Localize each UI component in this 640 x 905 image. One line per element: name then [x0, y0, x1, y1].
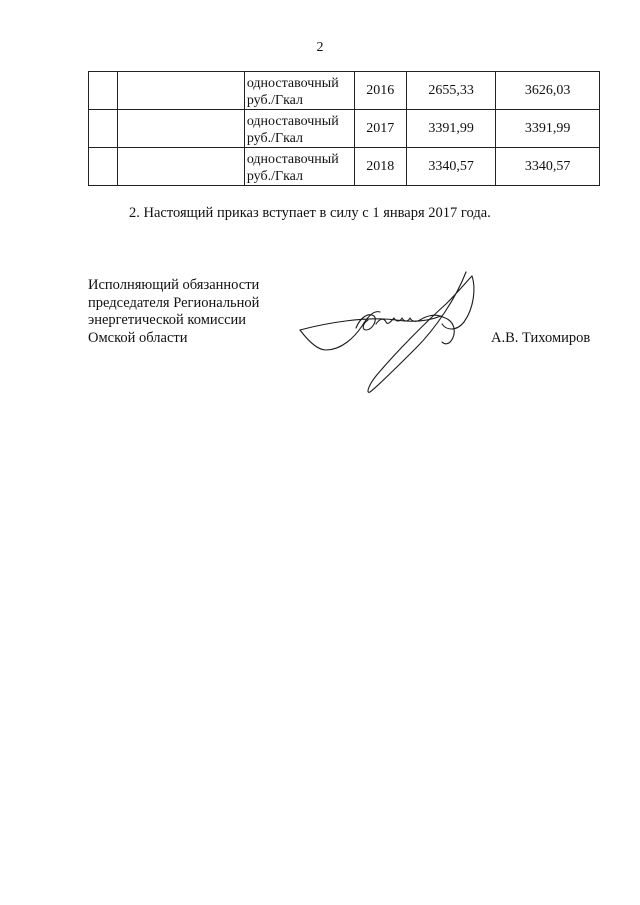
tariff-unit-label: руб./Гкал [246, 92, 303, 108]
signatory-name: А.В. Тихомиров [491, 330, 591, 346]
table-cell-blank [118, 148, 244, 186]
tariff-type-cell [244, 148, 354, 186]
value-cell-1: 2655,33 [407, 72, 496, 110]
position-line: энергетической комиссии [88, 312, 247, 328]
tariff-unit-label: руб./Гкал [246, 168, 303, 184]
year-cell: 2016 [354, 72, 407, 110]
position-line: Омской области [88, 329, 188, 346]
table-cell-blank [89, 72, 118, 110]
table-cell-blank [89, 110, 118, 148]
position-line: председателя Региональной [88, 294, 260, 311]
tariff-table [88, 71, 600, 186]
year-cell: 2018 [354, 148, 407, 186]
year-cell: 2017 [354, 110, 407, 148]
tariff-type-cell [244, 110, 354, 148]
tariff-type-label: одноставочный [246, 75, 339, 91]
tariff-unit-label: руб./Гкал [246, 130, 303, 146]
tariff-type-label: одноставочный [246, 151, 339, 167]
table-row [89, 110, 600, 148]
clause-2-text: 2. Настоящий приказ вступает в силу с 1 января 2017 года. [129, 205, 491, 221]
tariff-type-cell [244, 72, 354, 110]
table-cell-blank [118, 72, 244, 110]
signatory-position [88, 277, 259, 347]
table-cell-blank [118, 110, 244, 148]
tariff-type-label: одноставочный [246, 113, 339, 129]
value-cell-2: 3340,57 [496, 148, 600, 186]
value-cell-2: 3391,99 [496, 110, 600, 148]
table-cell-blank [89, 148, 118, 186]
value-cell-1: 3340,57 [407, 148, 496, 186]
table-row [89, 72, 600, 110]
handwritten-signature [296, 268, 486, 398]
table-row [89, 148, 600, 186]
value-cell-2: 3626,03 [496, 72, 600, 110]
page-number: 2 [316, 40, 324, 55]
value-cell-1: 3391,99 [407, 110, 496, 148]
position-line: Исполняющий обязанности [88, 277, 260, 293]
